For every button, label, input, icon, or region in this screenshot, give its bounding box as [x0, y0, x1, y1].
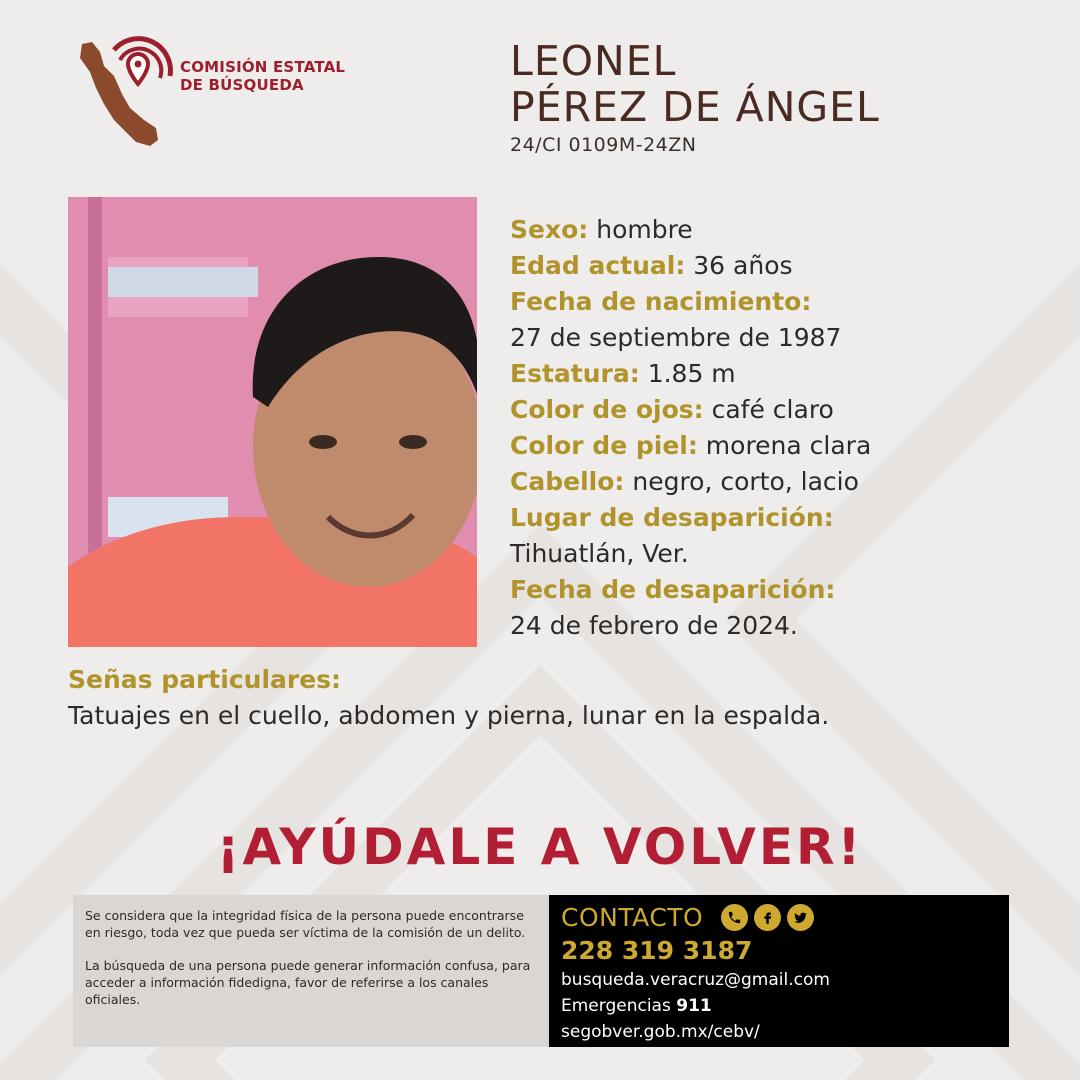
detail-label: Edad actual: [510, 251, 686, 280]
detail-label: Lugar de desaparición: [510, 503, 834, 532]
detail-fecha-value: 24 de febrero de 2024. [510, 611, 798, 640]
detail-ojos [510, 392, 1070, 428]
detail-value: negro, corto, lacio [632, 467, 859, 496]
contact-phone[interactable]: 228 319 3187 [561, 936, 753, 965]
contact-header [561, 899, 997, 935]
disclaimer-box [73, 895, 549, 1047]
case-id: 24/CI 0109M-24ZN [510, 134, 697, 156]
detail-nacimiento-value: 27 de septiembre de 1987 [510, 323, 842, 352]
detail-value: 36 años [693, 251, 793, 280]
disclaimer-paragraph-1: Se considera que la integridad física de la persona puede encontrarse en riesgo, toda vez que pueda ser víctima de la comisión de un delito. [85, 908, 526, 940]
detail-lugar-value: Tihuatlán, Ver. [510, 539, 689, 568]
contact-email[interactable]: busqueda.veracruz@gmail.com [561, 970, 830, 990]
disclaimer-paragraph-2: La búsqueda de una persona puede generar información confusa, para acceder a información fidedigna, favor de referirse a los canales oficiales. [85, 958, 531, 1007]
detail-value: 1.85 m [647, 359, 736, 388]
brand-line-2: DE BÚSQUEDA [180, 76, 304, 94]
detail-label: Sexo: [510, 215, 589, 244]
detail-nacimiento-label [510, 284, 1070, 320]
person-photo [68, 197, 477, 647]
brand-name [180, 58, 345, 94]
contact-emergency [561, 993, 997, 1019]
brand-line-1: COMISIÓN ESTATAL [180, 58, 346, 76]
distinguishing-marks [68, 662, 1028, 734]
person-last-name: PÉREZ DE ÁNGEL [510, 83, 880, 131]
twitter-icon[interactable] [787, 904, 814, 931]
detail-piel [510, 428, 1070, 464]
call-to-action: ¡AYÚDALE A VOLVER! [216, 818, 864, 876]
distinguishing-marks-label: Señas particulares: [68, 665, 342, 694]
contact-website[interactable]: segobver.gob.mx/cebv/ [561, 1022, 760, 1042]
person-name [510, 38, 880, 130]
logo [70, 36, 370, 154]
location-pin-icon [128, 54, 148, 84]
detail-fecha-label [510, 572, 1070, 608]
detail-sexo [510, 212, 1070, 248]
emergency-number[interactable]: 911 [676, 996, 712, 1016]
detail-label: Color de ojos: [510, 395, 704, 424]
detail-edad [510, 248, 1070, 284]
emergency-label: Emergencias [561, 996, 671, 1016]
distinguishing-marks-value: Tatuajes en el cuello, abdomen y pierna, lunar en la espalda. [68, 701, 830, 730]
detail-value: morena clara [705, 431, 872, 460]
detail-estatura [510, 356, 1070, 392]
contact-box [549, 895, 1009, 1047]
person-first-name: LEONEL [510, 37, 677, 85]
detail-label: Estatura: [510, 359, 640, 388]
detail-lugar-label [510, 500, 1070, 536]
person-details [510, 212, 1070, 644]
contact-title: CONTACTO [561, 902, 704, 932]
detail-label: Color de piel: [510, 431, 698, 460]
detail-label: Fecha de nacimiento: [510, 287, 812, 316]
detail-value: hombre [596, 215, 693, 244]
phone-icon[interactable] [721, 904, 748, 931]
detail-value: café claro [711, 395, 834, 424]
detail-label: Fecha de desaparición: [510, 575, 836, 604]
facebook-icon[interactable] [754, 904, 781, 931]
detail-cabello [510, 464, 1070, 500]
detail-label: Cabello: [510, 467, 625, 496]
